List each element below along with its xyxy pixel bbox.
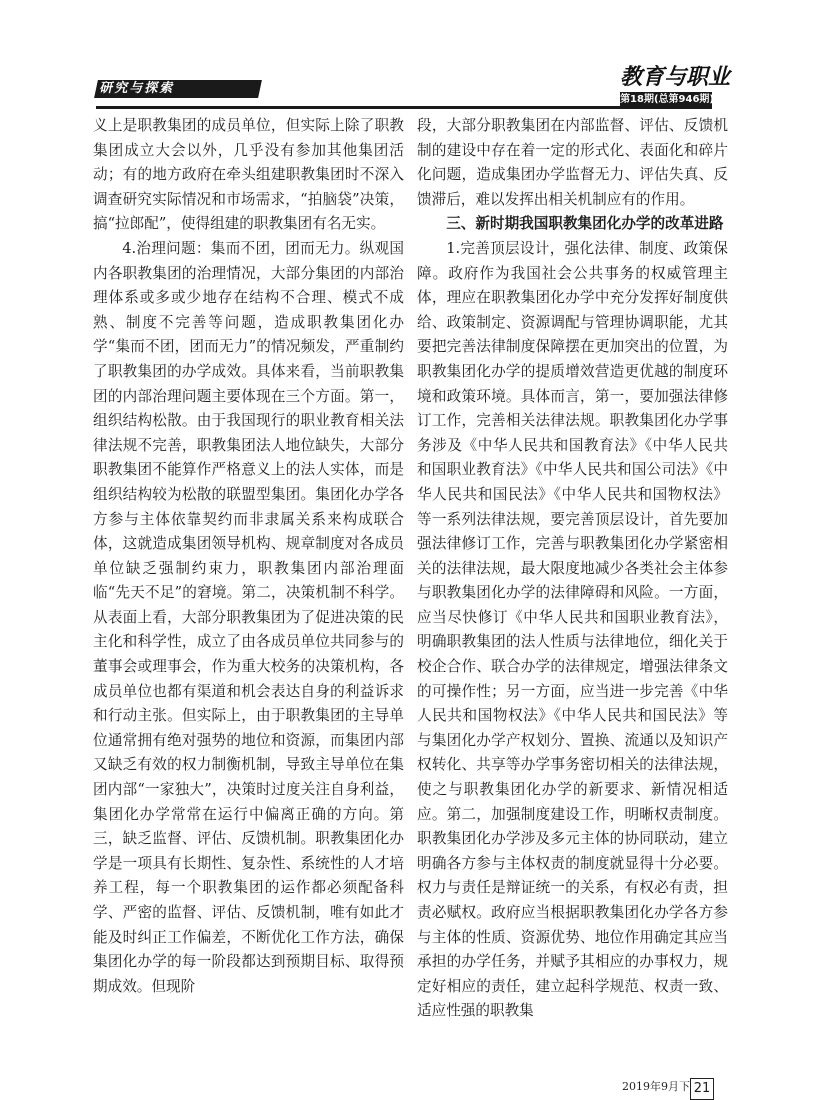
right-column	[417, 114, 728, 1024]
paragraph: 4.治理问题：集而不团，团而无力。纵观国内各职教集团的治理情况，大部分集团的内部治理体系或多或少地存在结构不合理、模式不成熟、制度不完善等问题，造成职教集团化办学“集而不团，团而无力”的情况频发，严重制约了职教集团的办学成效。具体来看，当前职教集团的内部治理问题主要体现在三个方面。第一，组织结构松散。由于我国现行的职业教育相关法律法规不完善，职教集团法人地位缺失，大部分职教集团不能算作严格意义上的法人实体，而是组织结构较为松散的联盟型集团。集团化办学各方参与主体依靠契约而非隶属关系来构成联合体，这就造成集团领导机构、规章制度对各成员单位缺乏强制约束力，职教集团内部治理面临“先天不足”的窘境。第二，决策机制不科学。从表面上看，大部分职教集团为了促进决策的民主化和科学性，成立了由各成员单位共同参与的董事会或理事会，作为重大校务的决策机构，各成员单位也都有渠道和机会表达自身的利益诉求和行动主张。但实际上，由于职教集团的主导单位通常拥有绝对强势的地位和资源，而集团内部又缺乏有效的权力制衡机制，导致主导单位在集团内部“一家独大”，决策时过度关注自身利益，集团化办学常常在运行中偏离正确的方向。第三，缺乏监督、评估、反馈机制。职教集团化办学是一项具有长期性、复杂性、系统性的人才培养工程，每一个职教集团的运作都必须配备科学、严密的监督、评估、反馈机制，唯有如此才能及时纠正工作偏差，不断优化工作方法，确保集团化办学的每一阶段都达到预期目标、取得预期成效。但现阶	[93, 239, 404, 995]
left-column	[93, 114, 404, 999]
section-heading: 三、新时期我国职教集团化办学的改革进路	[446, 215, 724, 233]
section-label: 研究与探索	[94, 80, 262, 98]
issue-number: 第18期(总第946期)	[620, 94, 714, 105]
journal-title: 教育与职业	[619, 64, 730, 90]
header-rule	[96, 106, 712, 109]
paragraph: 1.完善顶层设计，强化法律、制度、政策保障。政府作为我国社会公共事务的权威管理主体，理应在职教集团化办学中充分发挥好制度供给、政策制定、资源调配与管理协调职能，尤其要把完善法律制度保障摆在更加突出的位置，为职教集团化办学的提质增效营造更优越的制度环境和政策环境。具体而言，第一，要加强法律修订工作，完善相关法律法规。职教集团化办学事务涉及《中华人民共和国教育法》《中华人民共和国职业教育法》《中华人民共和国公司法》《中华人民共和国民法》《中华人民共和国物权法》等一系列法律法规，要完善顶层设计，首先要加强法律修订工作，完善与职教集团化办学紧密相关的法律法规，最大限度地减少各类社会主体参与职教集团化办学的法律障碍和风险。一方面，应当尽快修订《中华人民共和国职业教育法》，明确职教集团的法人性质与法律地位，细化关于校企合作、联合办学的法律规定，增强法律条文的可操作性；另一方面，应当进一步完善《中华人民共和国物权法》《中华人民共和国民法》等与集团化办学产权划分、置换、流通以及知识产权转化、共享等办学事务密切相关的法律法规，使之与职教集团化办学的新要求、新情况相适应。第二，加强制度建设工作，明晰权责制度。职教集团化办学涉及多元主体的协同联动，建立明确各方参与主体权责的制度就显得十分必要。权力与责任是辩证统一的关系，有权必有责，担责必赋权。政府应当根据职教集团化办学各方参与主体的性质、资源优势、地位作用确定其应当承担的办学任务，并赋予其相应的办事权力，规定好相应的责任，建立起科学规范、权责一致、适应性强的职教集	[417, 239, 728, 1020]
page-number: 21	[690, 1078, 714, 1100]
footer-date: 2019年9月下	[622, 1080, 690, 1093]
paragraph: 段，大部分职教集团在内部监督、评估、反馈机制的建设中存在着一定的形式化、表面化和碎片化问题，造成集团办学监督无力、评估失真、反馈滞后，难以发挥出相关机制应有的作用。	[417, 117, 728, 208]
paragraph: 义上是职教集团的成员单位，但实际上除了职教集团成立大会以外，几乎没有参加其他集团活动；有的地方政府在牵头组建职教集团时不深入调查研究实际情况和市场需求，“拍脑袋”决策，搞“拉郎配”，使得组建的职教集团有名无实。	[93, 117, 404, 233]
